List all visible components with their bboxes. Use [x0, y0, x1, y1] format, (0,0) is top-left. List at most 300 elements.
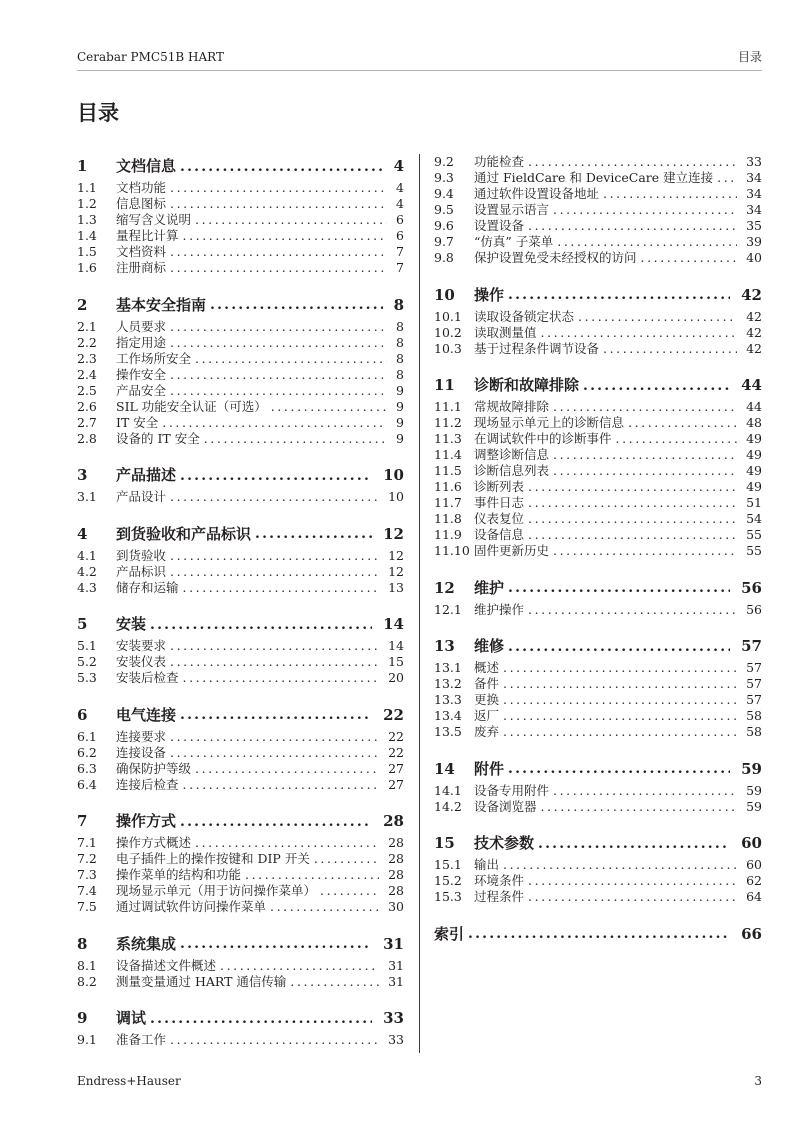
toc-page-number: 22	[388, 728, 404, 744]
toc-title: 安装仪表	[116, 654, 167, 669]
toc-entry[interactable]	[77, 761, 404, 777]
toc-entry[interactable]	[434, 543, 762, 559]
leader-dots	[538, 829, 730, 858]
leader-dots	[170, 548, 379, 564]
toc-number: 9	[77, 1009, 88, 1027]
leader-dots	[290, 974, 379, 990]
toc-section-heading[interactable]	[434, 755, 762, 783]
toc-section	[434, 920, 762, 948]
leader-dots	[162, 415, 387, 431]
leader-dots	[528, 602, 737, 618]
toc-page-number: 60	[746, 857, 762, 872]
leader-dots	[603, 341, 737, 357]
toc-number: 2.5	[77, 382, 97, 398]
toc-page-number: 42	[746, 324, 762, 340]
toc-entry[interactable]	[434, 250, 762, 266]
toc-number: 9.2	[434, 154, 454, 169]
toc-page-number: 58	[746, 724, 762, 739]
toc-number: 4	[77, 524, 88, 543]
toc-page-number: 51	[746, 495, 762, 510]
toc-number: 11.3	[434, 431, 462, 446]
toc-entry[interactable]	[434, 527, 762, 543]
toc-title: 安装要求	[116, 638, 167, 653]
toc-title: 操作	[474, 285, 505, 304]
toc-number: 13.4	[434, 708, 462, 723]
toc-page-number: 9	[396, 414, 404, 430]
toc-entry[interactable]	[434, 463, 762, 479]
leader-dots	[603, 186, 737, 202]
toc-title: 设置设备	[474, 218, 525, 233]
toc-number: 13.1	[434, 660, 462, 675]
toc-entry[interactable]	[434, 660, 762, 676]
toc-title: 现场显示单元上的诊断信息	[474, 415, 625, 430]
toc-title: 连接设备	[116, 744, 167, 760]
toc-entry[interactable]	[434, 234, 762, 250]
toc-page-number: 34	[746, 202, 762, 217]
toc-title: 注册商标	[116, 260, 167, 275]
toc-number: 1.6	[77, 260, 97, 275]
leader-dots	[508, 632, 730, 661]
toc-title: 功能检查	[474, 154, 525, 169]
leader-dots	[170, 260, 387, 276]
toc-entry[interactable]	[434, 447, 762, 463]
toc-page-number: 39	[746, 234, 762, 249]
toc-entry[interactable]	[77, 399, 404, 415]
toc-title: 附件	[474, 759, 505, 778]
toc-entry[interactable]	[434, 676, 762, 692]
toc-page-number: 9	[396, 430, 404, 446]
toc-number: 6	[77, 705, 88, 724]
toc-entry[interactable]	[434, 431, 762, 447]
leader-dots	[528, 511, 737, 527]
toc-title: 准备工作	[116, 1032, 167, 1047]
leader-dots	[508, 573, 730, 602]
toc-page-number: 59	[746, 782, 762, 798]
toc-entry[interactable]	[434, 186, 762, 202]
leader-dots	[183, 670, 380, 686]
toc-number: 2.7	[77, 414, 97, 430]
leader-dots	[528, 218, 737, 234]
toc-title: 操作菜单的结构和功能	[116, 867, 242, 882]
leader-dots	[541, 325, 738, 341]
toc-section-heading[interactable]	[434, 574, 762, 602]
toc-page-number: 44	[741, 376, 762, 394]
toc-title: 电气连接	[116, 705, 177, 724]
toc-number: 7.5	[77, 899, 97, 914]
toc-entry[interactable]	[434, 479, 762, 495]
toc-entry[interactable]	[434, 154, 762, 170]
leader-dots	[503, 676, 737, 692]
document-product-name: Cerabar PMC51B HART	[77, 50, 224, 64]
leader-dots	[180, 929, 372, 958]
toc-number: 2.2	[77, 334, 97, 350]
toc-title: 常规故障排除	[474, 399, 550, 414]
leader-dots	[270, 899, 379, 915]
toc-entry[interactable]	[434, 724, 762, 740]
toc-number: 15.3	[434, 889, 462, 904]
toc-page-number: 44	[746, 399, 762, 414]
toc-page-number: 14	[388, 638, 404, 653]
leader-dots	[255, 519, 372, 548]
toc-entry[interactable]	[77, 670, 404, 686]
toc-page-number: 33	[388, 1032, 404, 1047]
toc-page-number: 34	[746, 170, 762, 185]
toc-right-column	[434, 154, 762, 948]
leader-dots	[170, 196, 387, 212]
toc-title: 诊断列表	[474, 479, 525, 494]
toc-title: 仪表复位	[474, 511, 525, 526]
toc-title: 读取设备锁定状态	[474, 308, 575, 324]
leader-dots	[170, 367, 387, 383]
toc-title: 设备描述文件概述	[116, 957, 217, 973]
toc-section-heading[interactable]	[77, 520, 404, 548]
leader-dots	[503, 708, 737, 724]
toc-title: 通过 FieldCare 和 DeviceCare 建立连接	[474, 170, 714, 185]
toc-entry[interactable]	[77, 851, 404, 867]
toc-entry[interactable]	[77, 899, 404, 915]
toc-number: 4.3	[77, 579, 97, 595]
toc-number: 1.5	[77, 244, 97, 259]
toc-entry[interactable]	[434, 708, 762, 724]
toc-title: 备件	[474, 676, 500, 691]
toc-section	[77, 152, 404, 276]
leader-dots	[170, 638, 379, 654]
leader-dots	[553, 463, 737, 479]
toc-entry[interactable]	[434, 170, 762, 186]
toc-number: 11.8	[434, 511, 462, 526]
leader-dots	[180, 700, 372, 729]
toc-number: 1.2	[77, 196, 97, 211]
toc-page-number: 62	[746, 873, 762, 888]
toc-title: 设备浏览器	[474, 798, 537, 814]
toc-section-heading[interactable]	[77, 152, 404, 180]
toc-entry[interactable]	[77, 974, 404, 990]
toc-number: 6.2	[77, 744, 97, 760]
toc-title: SIL 功能安全认证（可选）	[116, 398, 267, 414]
leader-dots	[583, 371, 730, 400]
toc-page-number: 9	[396, 382, 404, 398]
toc-page-number: 59	[746, 798, 762, 814]
toc-entry[interactable]	[77, 228, 404, 244]
toc-number: 5.1	[77, 638, 97, 653]
toc-number: 1.3	[77, 212, 97, 227]
toc-entry[interactable]	[77, 1032, 404, 1048]
toc-page-number: 8	[396, 350, 404, 366]
toc-section-heading[interactable]	[434, 371, 762, 399]
column-divider	[419, 154, 420, 1053]
leader-dots	[170, 564, 379, 580]
toc-page-number: 8	[396, 366, 404, 382]
toc-page-number: 12	[388, 563, 404, 579]
toc-section	[77, 930, 404, 990]
toc-title: 输出	[474, 857, 500, 872]
toc-number: 9.1	[77, 1032, 97, 1047]
toc-page-number: 31	[388, 957, 404, 973]
leader-dots	[170, 180, 387, 196]
toc-number: 7.1	[77, 835, 97, 850]
toc-title: 维护	[474, 578, 505, 597]
toc-title: 索引	[434, 924, 465, 943]
leader-dots	[170, 1032, 379, 1048]
toc-number: 7.3	[77, 867, 97, 882]
footer-brand: Endress+Hauser	[77, 1074, 181, 1088]
leader-dots	[503, 857, 737, 873]
leader-dots	[616, 431, 738, 447]
toc-left-column	[77, 152, 404, 1048]
toc-number: 11.6	[434, 479, 462, 494]
toc-page-number: 30	[388, 899, 404, 914]
toc-section-heading[interactable]	[77, 291, 404, 319]
toc-number: 9.8	[434, 250, 454, 265]
toc-section	[77, 701, 404, 793]
toc-entry[interactable]	[77, 548, 404, 564]
toc-section-heading[interactable]	[434, 829, 762, 857]
toc-section	[77, 520, 404, 596]
leader-dots	[220, 958, 379, 974]
toc-title: 维修	[474, 637, 505, 655]
toc-entry[interactable]	[77, 745, 404, 761]
toc-section-heading[interactable]	[77, 1004, 404, 1032]
leader-dots	[553, 202, 737, 218]
toc-entry[interactable]	[434, 692, 762, 708]
toc-number: 6.4	[77, 776, 97, 792]
toc-number: 13.5	[434, 724, 462, 739]
toc-entry[interactable]	[434, 873, 762, 889]
toc-page-number: 4	[393, 157, 404, 175]
toc-page-number: 28	[388, 851, 404, 866]
toc-page-number: 28	[388, 835, 404, 850]
toc-entry[interactable]	[434, 857, 762, 873]
toc-number: 9.7	[434, 234, 454, 249]
toc-page-number: 12	[388, 547, 404, 563]
toc-entry[interactable]	[77, 835, 404, 851]
toc-section	[77, 291, 404, 447]
toc-title: 文档功能	[116, 180, 167, 195]
toc-number: 11.7	[434, 495, 462, 510]
toc-entry[interactable]	[434, 309, 762, 325]
toc-entry[interactable]	[77, 867, 404, 883]
leader-dots	[204, 431, 387, 447]
toc-title: 人员要求	[116, 318, 167, 334]
leader-dots	[170, 335, 387, 351]
toc-page-number: 27	[388, 760, 404, 776]
toc-title: 现场显示单元（用于访问操作菜单）	[116, 883, 317, 898]
toc-entry[interactable]	[434, 341, 762, 357]
toc-entry[interactable]	[77, 319, 404, 335]
toc-entry[interactable]	[77, 883, 404, 899]
leader-dots	[503, 692, 737, 708]
toc-page-number: 40	[746, 250, 762, 265]
toc-page-number: 14	[383, 615, 404, 633]
leader-dots	[170, 745, 379, 761]
toc-number: 8	[77, 934, 88, 953]
leader-dots	[170, 319, 387, 335]
toc-title: 通过软件设置设备地址	[474, 186, 600, 201]
toc-number: 1	[77, 157, 88, 175]
toc-entry[interactable]	[77, 638, 404, 654]
toc-number: 15.1	[434, 857, 462, 872]
toc-page-number: 9	[396, 398, 404, 414]
toc-number: 6.3	[77, 760, 97, 776]
toc-entry[interactable]	[434, 783, 762, 799]
toc-number: 11.2	[434, 415, 462, 430]
toc-number: 13.2	[434, 676, 462, 691]
toc-entry[interactable]	[77, 431, 404, 447]
toc-page-number: 56	[746, 601, 762, 617]
toc-title: 操作方式概述	[116, 835, 192, 850]
toc-number: 9.6	[434, 218, 454, 233]
toc-title: 操作安全	[116, 366, 167, 382]
page-header	[77, 49, 762, 65]
toc-section-heading[interactable]	[77, 461, 404, 489]
toc-number: 15.2	[434, 873, 462, 888]
toc-number: 4.1	[77, 547, 97, 563]
toc-section	[434, 755, 762, 815]
toc-title: 信息图标	[116, 196, 167, 211]
leader-dots	[320, 883, 379, 899]
toc-section-heading[interactable]	[434, 632, 762, 660]
toc-entry[interactable]	[434, 399, 762, 415]
toc-entry[interactable]	[434, 325, 762, 341]
toc-number: 11.1	[434, 399, 462, 414]
toc-entry[interactable]	[77, 489, 404, 505]
toc-entry[interactable]	[77, 564, 404, 580]
toc-section-heading[interactable]	[434, 281, 762, 309]
toc-page-number: 6	[396, 212, 404, 227]
toc-entry[interactable]	[434, 218, 762, 234]
toc-number: 9.5	[434, 202, 454, 217]
toc-page-number: 49	[746, 447, 762, 462]
toc-page-number: 57	[746, 692, 762, 707]
toc-page-number: 31	[388, 973, 404, 989]
toc-number: 5.2	[77, 654, 97, 669]
toc-title: 在调试软件中的诊断事件	[474, 431, 612, 446]
toc-page-number: 60	[741, 834, 762, 852]
toc-number: 4.2	[77, 563, 97, 579]
toc-entry[interactable]	[77, 777, 404, 793]
toc-section-heading[interactable]	[77, 930, 404, 958]
toc-page-number: 33	[746, 154, 762, 169]
leader-dots	[180, 461, 372, 490]
toc-entry[interactable]	[434, 495, 762, 511]
leader-dots	[183, 228, 388, 244]
leader-dots	[628, 415, 737, 431]
toc-section-heading[interactable]	[77, 701, 404, 729]
toc-number: 8.2	[77, 973, 97, 989]
toc-title: 更换	[474, 692, 500, 707]
toc-entry[interactable]	[434, 889, 762, 905]
toc-title: 文档信息	[116, 157, 177, 175]
toc-page-number: 55	[746, 543, 762, 558]
toc-page-number: 42	[746, 340, 762, 356]
toc-title: 操作方式	[116, 812, 177, 830]
leader-dots	[183, 777, 380, 793]
leader-dots	[180, 152, 383, 181]
toc-entry[interactable]	[77, 244, 404, 260]
page-footer	[77, 1073, 762, 1089]
toc-number: 2.3	[77, 350, 97, 366]
leader-dots	[508, 754, 730, 783]
toc-number: 8.1	[77, 957, 97, 973]
page-title: 目录	[77, 100, 119, 125]
toc-number: 14	[434, 759, 455, 778]
toc-entry[interactable]	[77, 260, 404, 276]
toc-section	[77, 1004, 404, 1048]
toc-section-heading[interactable]	[77, 807, 404, 835]
toc-number: 7.2	[77, 851, 97, 866]
toc-title: 过程条件	[474, 889, 525, 904]
header-rule	[77, 70, 762, 71]
toc-title: 通过调试软件访问操作菜单	[116, 899, 267, 914]
toc-title: 指定用途	[116, 334, 167, 350]
toc-title: 事件日志	[474, 495, 525, 510]
toc-entry[interactable]	[434, 415, 762, 431]
toc-entry[interactable]	[77, 335, 404, 351]
toc-title: 技术参数	[474, 834, 535, 852]
toc-entry[interactable]	[77, 367, 404, 383]
toc-page-number: 12	[383, 524, 404, 543]
toc-entry[interactable]	[77, 212, 404, 228]
toc-title: 确保防护等级	[116, 760, 192, 776]
toc-entry[interactable]	[77, 729, 404, 745]
toc-entry[interactable]	[434, 202, 762, 218]
toc-page-number: 59	[741, 759, 762, 778]
toc-page-number: 55	[746, 527, 762, 542]
toc-number: 11.10	[434, 543, 470, 558]
leader-dots	[528, 527, 737, 543]
toc-page-number: 22	[388, 744, 404, 760]
leader-dots	[314, 851, 379, 867]
toc-number: 1.4	[77, 228, 97, 243]
toc-title: 设置显示语言	[474, 202, 550, 217]
toc-entry[interactable]	[77, 196, 404, 212]
toc-number: 1.1	[77, 180, 97, 195]
toc-page-number: 64	[746, 889, 762, 904]
toc-entry[interactable]	[77, 383, 404, 399]
toc-section-heading[interactable]	[77, 610, 404, 638]
toc-number: 2.1	[77, 318, 97, 334]
toc-entry[interactable]	[77, 958, 404, 974]
toc-page-number: 57	[741, 637, 762, 655]
toc-entry[interactable]	[434, 602, 762, 618]
toc-number: 3.1	[77, 489, 97, 504]
toc-page-number: 49	[746, 479, 762, 494]
toc-number: 2	[77, 295, 88, 314]
toc-number: 2.8	[77, 430, 97, 446]
toc-page-number: 4	[396, 180, 404, 195]
leader-dots	[578, 309, 737, 325]
toc-entry[interactable]	[77, 351, 404, 367]
toc-number: 13.3	[434, 692, 462, 707]
leader-dots	[195, 835, 379, 851]
toc-title: 到货验收和产品标识	[116, 524, 252, 543]
toc-entry[interactable]	[77, 415, 404, 431]
toc-number: 7.4	[77, 883, 97, 898]
toc-entry[interactable]	[77, 580, 404, 596]
toc-number: 3	[77, 466, 88, 484]
toc-entry[interactable]	[77, 654, 404, 670]
toc-section-heading[interactable]	[434, 920, 762, 948]
toc-entry[interactable]	[77, 180, 404, 196]
toc-page-number: 8	[396, 318, 404, 334]
leader-dots	[170, 654, 379, 670]
toc-page-number: 4	[396, 196, 404, 211]
leader-dots	[553, 543, 737, 559]
toc-entry[interactable]	[434, 799, 762, 815]
toc-page-number: 7	[396, 244, 404, 259]
leader-dots	[528, 889, 737, 905]
toc-entry[interactable]	[434, 511, 762, 527]
